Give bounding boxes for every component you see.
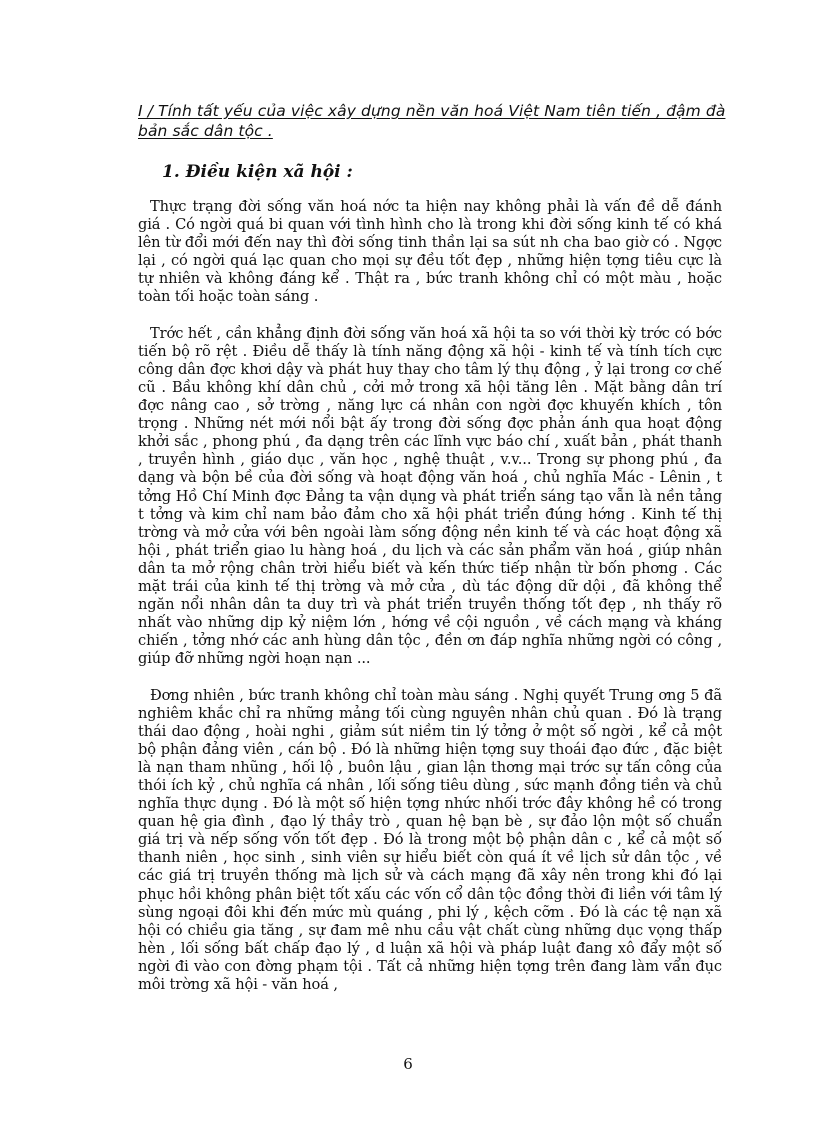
section-title: 1. Điều kiện xã hội :: [162, 162, 353, 182]
paragraph: Trớc hết , cần khẳng định đời sống văn hoá xã hội ta so với thời kỳ trớc có bớc tiến bộ rõ rệt . Điều dễ thấy là tính năng động xã hội - kinh tế và tính tích cực công dân đợc khơi dậy và phát huy thay cho tâm lý thụ động , ỷ lại trong cơ chế cũ . Bầu không khí dân chủ , cởi mở trong xã hội tăng lên . Mặt bằng dân trí đợc nâng cao , sở trờng , năng lực cá nhân con ngời đợc khuyến khích , tôn trọng . Những nét mới nổi bật ấy trong đời sống đợc phản ánh qua hoạt động khởi sắc , phong phú , đa dạng trên các lĩnh vực báo chí , xuất bản , phát thanh , truyền hình , giáo dục , văn học , nghệ thuật , v.v... Trong sự phong phú , đa dạng và bộn bề của đời sống và hoạt động văn hoá , chủ nghĩa Mác - Lênin , t tởng Hồ Chí Minh đợc Đảng ta vận dụng và phát triển sáng tạo vẫn là nền tảng t tởng và kim chỉ nam bảo đảm cho xã hội phát triển đúng hớng . Kinh tế thị trờng và mở cửa với bên ngoài làm sống động nền kinh tế và các hoạt động xã hội , phát triển giao lu hàng hoá , du lịch và các sản phẩm văn hoá , giúp nhân dân ta mở rộng chân trời hiểu biết và kến thức tiếp nhận từ bốn phơng . Các mặt trái của kinh tế thị trờng và mở cửa , dù tác động dữ dội , đã không thể ngăn nổi nhân dân ta duy trì và phát triển truyền thống tốt đẹp , nh thấy rõ nhất vào những dịp kỷ niệm lớn , hớng về cội nguồn , về cách mạng và kháng chiến , tởng nhớ các anh hùng dân tộc , đền ơn đáp nghĩa những ngời có công , giúp đỡ những ngời hoạn nạn ...: [138, 324, 722, 668]
body-text: [138, 198, 722, 1012]
paragraph: Đơng nhiên , bức tranh không chỉ toàn màu sáng . Nghị quyết Trung ơng 5 đã nghiêm khắc chỉ ra những mảng tối cùng nguyên nhân chủ quan . Đó là trạng thái dao động , hoài nghi , giảm sút niềm tin lý tởng ở một số ngời , kể cả một bộ phận đảng viên , cán bộ . Đó là những hiện tợng suy thoái đạo đức , đặc biệt là nạn tham nhũng , hối lộ , buôn lậu , gian lận thơng mại trớc sự tấn công của thói ích kỷ , chủ nghĩa cá nhân , lối sống tiêu dùng , sức mạnh đồng tiền và chủ nghĩa thực dụng . Đó là một số hiện tợng nhức nhối trớc đây không hề có trong quan hệ gia đình , đạo lý thầy trò , quan hệ bạn bè , sự đảo lộn một số chuẩn giá trị và nếp sống vốn tốt đẹp . Đó là trong một bộ phận dân c , kể cả một số thanh niên , học sinh , sinh viên sự hiểu biết còn quá ít về lịch sử dân tộc , về các giá trị truyền thống mà lịch sử và cách mạng đã xây nên trong khi đó lại phục hồi không phân biệt tốt xấu các vốn cổ dân tộc đồng thời đi liền với tâm lý sùng ngoại đôi khi đến mức mù quáng , phi lý , kệch cỡm . Đó là các tệ nạn xã hội có chiều gia tăng , sự đam mê nhu cầu vật chất cùng những dục vọng thấp hèn , lối sống bất chấp đạo lý , d luận xã hội và pháp luật đang xô đẩy một số ngời đi vào con đờng phạm tội . Tất cả những hiện tợng trên đang làm vẩn đục môi trờng xã hội - văn hoá ,: [138, 686, 722, 994]
chapter-heading: I / Tính tất yếu của việc xây dựng nền văn hoá Việt Nam tiên tiến , đậm đà bản sắc dân tộc .: [138, 102, 726, 140]
paragraph: Thực trạng đời sống văn hoá nớc ta hiện nay không phải là vấn đề dễ đánh giá . Có ngời quá bi quan với tình hình cho là trong khi đời sống kinh tế có khá lên từ đổi mới đến nay thì đời sống tinh thần lại sa sút nh cha bao giờ có . Ngợc lại , có ngời quá lạc quan cho mọi sự đều tốt đẹp , những hiện tợng tiêu cực là tự nhiên và không đáng kể . Thật ra , bức tranh không chỉ có một màu , hoặc toàn tối hoặc toàn sáng .: [138, 198, 722, 306]
page-number: 6: [403, 1055, 413, 1073]
